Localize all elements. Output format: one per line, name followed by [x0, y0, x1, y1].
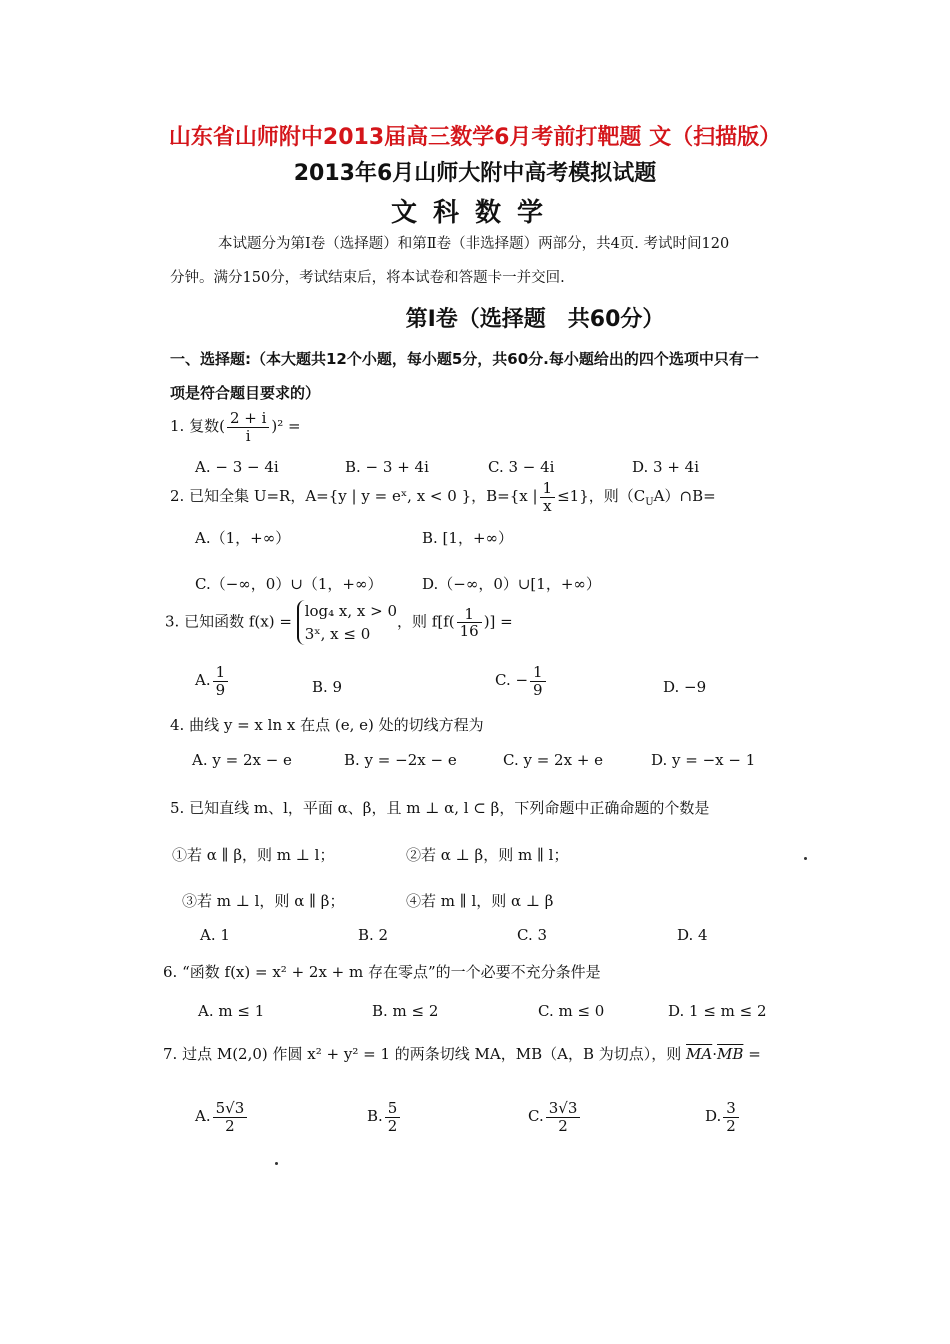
question-3-stem [165, 600, 513, 645]
q3-c-num: 1 [530, 664, 546, 682]
q7-option-c [528, 1100, 582, 1134]
section-title: 第Ⅰ卷（选择题 共60分） [405, 307, 665, 332]
q3-option-a [195, 664, 230, 698]
q7-a-num: 5√3 [213, 1100, 248, 1118]
q3-option-d: D. −9 [663, 678, 707, 696]
q7-a-label: A. [195, 1107, 211, 1125]
q3-case-2: 3ˣ, x ≤ 0 [304, 624, 371, 643]
q3-c-den: 9 [533, 680, 543, 699]
q7-c-fraction [546, 1100, 581, 1134]
question-4-stem: 4. 曲线 y = x ln x 在点 (e, e) 处的切线方程为 [170, 716, 484, 734]
q1-prefix: 1. 复数 [170, 417, 220, 435]
q3-mid: ，则 f[f( [397, 612, 455, 631]
q3-c-fraction [530, 664, 546, 698]
q3-prefix: 3. 已知函数 f(x) = [165, 612, 292, 631]
q1-frac-den: i [245, 426, 251, 445]
q5-option-c: C. 3 [517, 926, 548, 944]
q1-option-c: C. 3 − 4i [488, 458, 555, 476]
question-6-stem: 6. “函数 f(x) = x² + 2x + m 存在零点”的一个必要不充分条件是 [163, 963, 601, 981]
q1-option-b: B. − 3 + 4i [345, 458, 429, 476]
q1-fraction [227, 410, 269, 444]
q2-prefix: 2. 已知全集 U=R，A={y | y = eˣ, x < 0 }，B={x | [170, 487, 538, 505]
q5-option-a: A. 1 [200, 926, 230, 944]
q2-frac-num: 1 [540, 480, 556, 498]
q2-subscript: U [645, 497, 654, 508]
intro-line-1: 本试题分为第Ⅰ卷（选择题）和第Ⅱ卷（非选择题）两部分，共4页. 考试时间120 [218, 236, 730, 252]
question-5-stem: 5. 已知直线 m、l，平面 α、β，且 m ⊥ α, l ⊂ β，下列命题中正确命题的个数是 [170, 799, 710, 817]
q5-statement-4: ④若 m ∥ l，则 α ⊥ β [406, 892, 554, 910]
scan-speck [804, 857, 807, 860]
question-2-stem [170, 480, 716, 514]
q6-option-b: B. m ≤ 2 [372, 1002, 439, 1020]
q7-dot: · [712, 1045, 718, 1063]
q2-fraction [540, 480, 556, 514]
q6-option-c: C. m ≤ 0 [538, 1002, 605, 1020]
q7-c-label: C. [528, 1107, 544, 1125]
q7-b-label: B. [367, 1107, 383, 1125]
q7-prefix: 7. 过点 M(2,0) 作圆 x² + y² = 1 的两条切线 MA，MB（A，B 为切点），则 [163, 1045, 682, 1063]
q3-suffix: )] = [483, 612, 513, 631]
q1-frac-num: 2 + i [227, 410, 269, 428]
q3-option-c [495, 664, 548, 698]
q3-case-1: log₄ x, x > 0 [304, 602, 398, 620]
q5-statement-3: ③若 m ⊥ l，则 α ∥ β； [182, 892, 345, 910]
q7-b-fraction [385, 1100, 401, 1134]
q7-vector-ma: $\overline{MA}$ [686, 1045, 713, 1063]
q2-suffix: ≤1}，则（C [557, 487, 646, 505]
question-7-stem [163, 1043, 761, 1064]
q7-c-num: 3√3 [546, 1100, 581, 1118]
question-1-stem: 1. 复数( $\frac{2 + i}{i}$ )² = [170, 409, 301, 445]
q3-frac-num: 1 [457, 606, 482, 624]
q3-a-fraction [213, 664, 229, 698]
q2-frac-den: x [543, 496, 552, 515]
subject-title: 文科数学 [390, 198, 559, 228]
q6-option-d: D. 1 ≤ m ≤ 2 [668, 1002, 767, 1020]
q5-option-b: B. 2 [358, 926, 389, 944]
q5-statement-2: ②若 α ⊥ β，则 m ∥ l； [406, 846, 569, 864]
q7-d-fraction [723, 1100, 739, 1134]
q7-d-num: 3 [723, 1100, 739, 1118]
q4-option-d: D. y = −x − 1 [651, 751, 756, 769]
q3-a-label: A. [195, 671, 211, 689]
q7-option-d [705, 1100, 741, 1134]
q7-option-a [195, 1100, 249, 1134]
q7-b-num: 5 [385, 1100, 401, 1118]
scan-speck [275, 1162, 278, 1165]
q2-option-b: B. [1，+∞） [422, 529, 514, 547]
q5-statement-1: ①若 α ∥ β，则 m ⊥ l； [172, 846, 335, 864]
q5-option-d: D. 4 [677, 926, 708, 944]
q1-option-d: D. 3 + 4i [632, 458, 700, 476]
q7-d-den: 2 [726, 1116, 736, 1135]
q2-option-c: C.（−∞，0）∪（1，+∞） [195, 575, 383, 593]
document-red-title: 山东省山师附中2013届高三数学6月考前打靶题 文（扫描版） [168, 125, 782, 150]
q2-tail: A）∩B= [653, 487, 716, 505]
q3-option-b: B. 9 [312, 678, 343, 696]
q7-a-fraction [213, 1100, 248, 1134]
q1-suffix: ² = [277, 417, 301, 435]
q7-option-b [367, 1100, 402, 1134]
part-instruction-line-1: 一、选择题:（本大题共12个小题，每小题5分，共60分.每小题给出的四个选项中只有一 [170, 350, 759, 368]
q3-a-num: 1 [213, 664, 229, 682]
q2-option-a: A.（1，+∞） [195, 529, 291, 547]
q3-frac-den: 16 [459, 622, 479, 640]
q6-option-a: A. m ≤ 1 [198, 1002, 265, 1020]
q7-vector-mb: $\overline{MB}$ [717, 1045, 744, 1063]
exam-title: 2013年6月山师大附中高考模拟试题 [293, 161, 657, 186]
q4-option-b: B. y = −2x − e [344, 751, 457, 769]
q7-b-den: 2 [387, 1116, 398, 1135]
intro-line-2: 分钟。满分150分，考试结束后，将本试卷和答题卡一并交回. [170, 270, 565, 286]
q3-piecewise [297, 600, 397, 645]
q4-option-a: A. y = 2x − e [192, 751, 292, 769]
q3-c-label: C. − [495, 671, 529, 689]
q7-c-den: 2 [558, 1116, 568, 1135]
q3-a-den: 9 [215, 680, 226, 699]
q7-a-den: 2 [225, 1116, 235, 1135]
part-instruction-line-2: 项是符合题目要求的） [170, 384, 321, 402]
q1-option-a: A. − 3 − 4i [195, 458, 279, 476]
q2-option-d: D.（−∞，0）∪[1，+∞） [422, 575, 601, 593]
q3-fraction [457, 606, 482, 640]
q7-equals: = [748, 1045, 761, 1063]
q4-option-c: C. y = 2x + e [503, 751, 604, 769]
q7-d-label: D. [705, 1107, 722, 1125]
